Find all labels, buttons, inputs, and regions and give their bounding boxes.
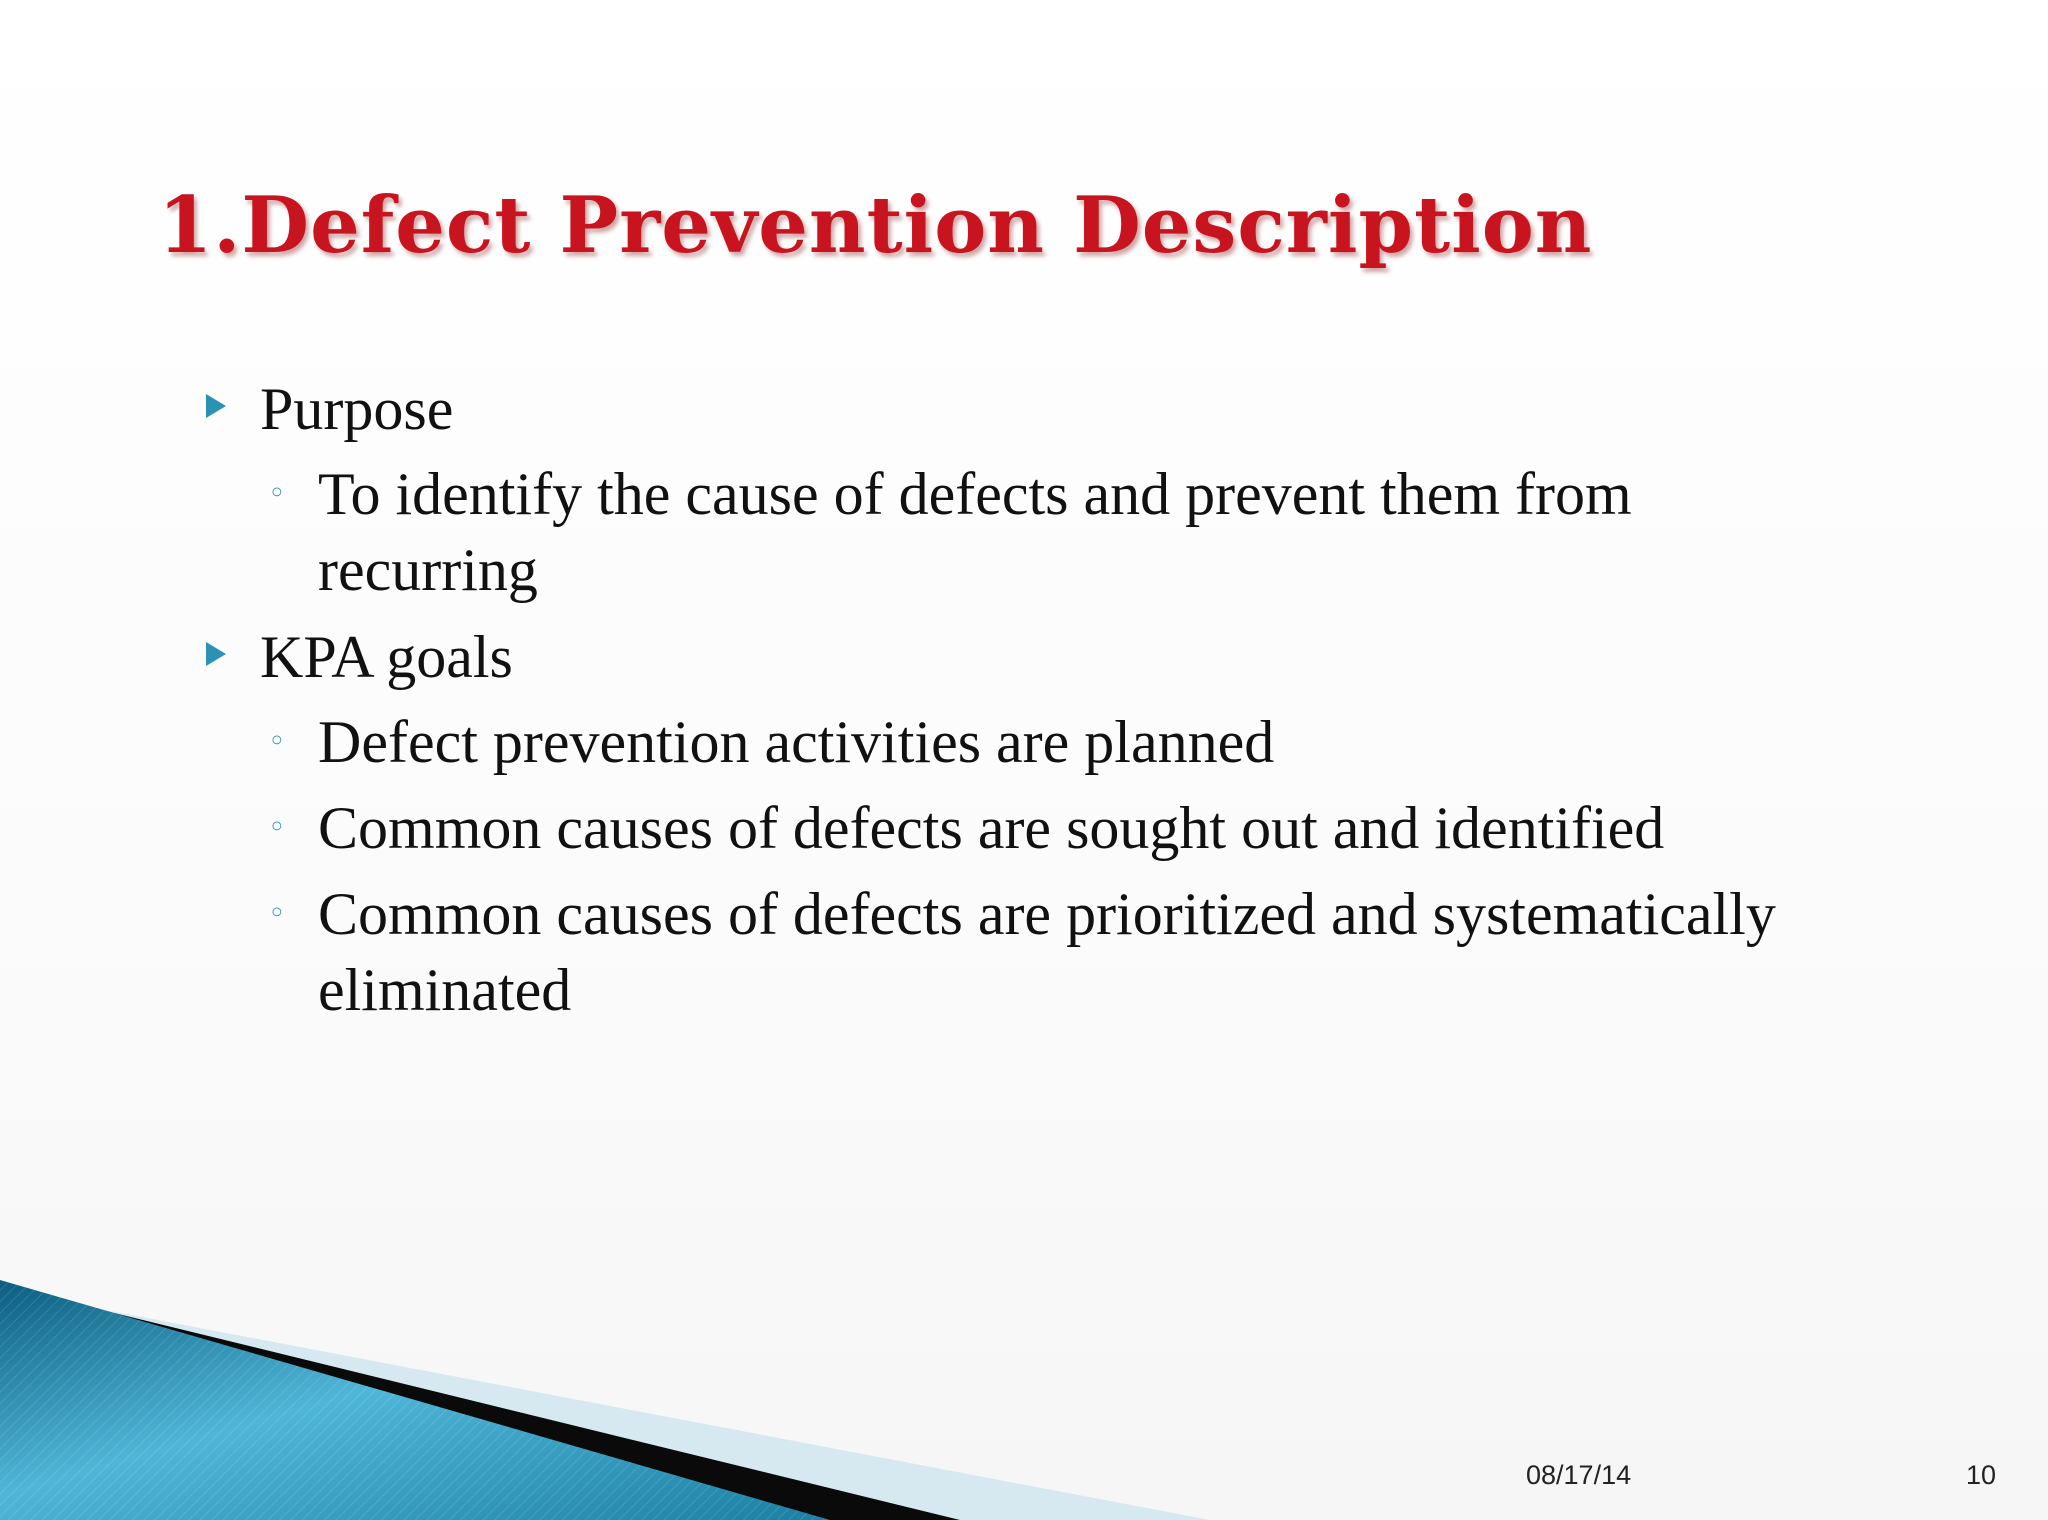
bullet-list [200, 370, 1900, 1038]
bullet-text: KPA goals [260, 624, 513, 690]
slide-title: 1.Defect Prevention Description [158, 180, 1593, 271]
triangle-right-icon [206, 394, 226, 418]
hollow-circle-icon: ◦ [268, 476, 286, 511]
slide-number: 10 [1966, 1460, 1997, 1490]
sub-bullet [200, 876, 1798, 1028]
triangle-right-icon [206, 642, 226, 666]
hollow-circle-icon: ◦ [268, 896, 286, 931]
sub-bullet-text: To identify the cause of defects and prevent them from recurring [318, 461, 1632, 603]
footer-date: 08/17/14 [1526, 1460, 1632, 1490]
sub-bullet [200, 790, 1798, 866]
sub-bullet-text: Defect prevention activities are planned [318, 709, 1275, 775]
hollow-circle-icon: ◦ [268, 724, 286, 759]
sub-bullet [200, 456, 1798, 608]
sub-bullet-text: Common causes of defects are sought out and identified [318, 795, 1665, 861]
sub-bullet [200, 704, 1798, 780]
hollow-circle-icon: ◦ [268, 810, 286, 845]
bullet-purpose [200, 370, 1900, 448]
bullet-text: Purpose [260, 376, 454, 442]
sub-bullet-text: Common causes of defects are prioritized and systematically eliminated [318, 881, 1776, 1023]
teal-wedge-texture [0, 1280, 830, 1520]
bullet-kpa-goals [200, 618, 1900, 696]
